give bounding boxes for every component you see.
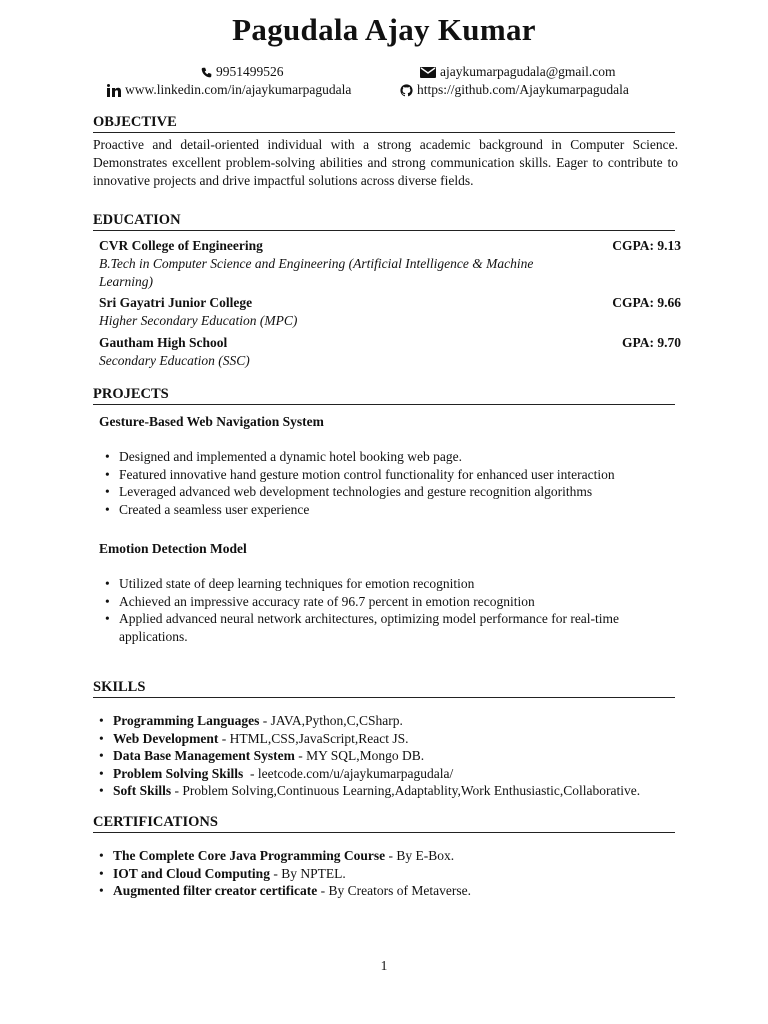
envelope-icon (420, 67, 436, 78)
phone-contact (201, 64, 284, 80)
institution-name: Sri Gayatri Junior College (99, 295, 253, 310)
skill-category: Web Development (113, 730, 219, 746)
grade-score: CGPA: 9.13 (612, 238, 681, 253)
list-item (99, 730, 719, 748)
skills-heading: SKILLS (93, 679, 675, 698)
phone-number: 9951499526 (216, 64, 284, 79)
degree-description: B.Tech in Computer Science and Engineering (Artificial Intelligence & Machine Learning) (99, 256, 534, 289)
projects-heading: PROJECTS (93, 386, 675, 405)
separator: - (269, 865, 282, 881)
separator: - (243, 765, 258, 781)
skill-values: MY SQL,Mongo DB. (306, 748, 425, 764)
list-item: • Designed and implemented a dynamic hotel booking web page. (105, 448, 685, 466)
certificate-issuer: By NPTEL. (281, 865, 346, 881)
linkedin-url[interactable]: www.linkedin.com/in/ajaykumarpagudala (125, 82, 352, 97)
degree-description: Higher Secondary Education (MPC) (99, 313, 298, 328)
github-url[interactable]: https://github.com/Ajaykumarpagudala (417, 82, 629, 97)
skill-category: Data Base Management System (113, 748, 295, 764)
list-item: • Utilized state of deep learning techniques for emotion recognition (105, 575, 685, 593)
list-item (99, 747, 719, 765)
skill-values: Problem Solving,Continuous Learning,Adaptablity,Work Enthusiastic,Collaborative. (182, 783, 641, 799)
github-icon (400, 84, 413, 97)
objective-heading: OBJECTIVE (93, 114, 675, 133)
list-item: • Created a seamless user experience (105, 501, 685, 519)
certifications-heading: CERTIFICATIONS (93, 814, 675, 833)
degree-description: Secondary Education (SSC) (99, 353, 250, 368)
skills-list (99, 712, 719, 800)
education-entry (99, 294, 681, 330)
page-number: 1 (380, 958, 388, 973)
github-contact[interactable] (400, 82, 629, 98)
phone-icon (201, 67, 212, 78)
grade-score: CGPA: 9.66 (612, 295, 681, 310)
list-item (99, 847, 699, 865)
separator: - (171, 783, 183, 799)
separator: - (317, 883, 329, 899)
certificate-issuer: By E-Box. (396, 848, 455, 863)
candidate-name: Pagudala Ajay Kumar (232, 12, 536, 47)
skill-values: leetcode.com/u/ajaykumarpagudala/ (257, 765, 454, 781)
education-entry (99, 334, 681, 370)
institution-name: CVR College of Engineering (99, 238, 263, 253)
separator: - (385, 848, 397, 863)
separator: - (259, 713, 271, 728)
skill-category: Problem Solving Skills (113, 765, 244, 781)
certificate-name: The Complete Core Java Programming Course (113, 848, 386, 863)
skill-values: JAVA,Python,C,CSharp. (270, 713, 403, 728)
list-item: • Leveraged advanced web development technologies and gesture recognition algorithms (105, 483, 685, 501)
list-item (99, 765, 719, 783)
certificate-issuer: By Creators of Metaverse. (328, 883, 471, 899)
list-item: • Featured innovative hand gesture motion control functionality for enhanced user interaction (105, 466, 685, 484)
list-item (99, 712, 719, 730)
separator: - (218, 730, 230, 746)
education-entry (99, 237, 681, 291)
list-item (99, 865, 699, 883)
list-item (99, 782, 719, 800)
list-item: • Achieved an impressive accuracy rate of 96.7 percent in emotion recognition (105, 593, 685, 611)
skill-values: HTML,CSS,JavaScript,React JS. (229, 730, 409, 746)
project-bullets (105, 575, 685, 645)
certificate-name: Augmented filter creator certificate (113, 883, 318, 899)
grade-score: GPA: 9.70 (622, 335, 681, 350)
skill-category: Programming Languages (113, 713, 260, 728)
skill-category: Soft Skills (113, 783, 172, 799)
email-address[interactable]: ajaykumarpagudala@gmail.com (440, 64, 616, 79)
objective-text: Proactive and detail-oriented individual with a strong academic background in Computer Science. Demonstrates excellent problem-solving abilities and strong communication skills. Eager to contribute to innovative projects and drive impactful solutions across diverse fields. (93, 137, 678, 188)
linkedin-contact[interactable] (107, 82, 351, 98)
list-item: • Applied advanced neural network architectures, optimizing model performance for real-time applications. (105, 610, 685, 645)
project-bullets (105, 448, 685, 518)
certificate-name: IOT and Cloud Computing (113, 865, 270, 881)
certifications-list (99, 847, 699, 900)
email-contact[interactable] (420, 64, 616, 80)
project-title: Emotion Detection Model (99, 541, 247, 556)
separator: - (294, 748, 307, 764)
project-title: Gesture-Based Web Navigation System (99, 414, 324, 429)
linkedin-icon (107, 84, 121, 97)
list-item (99, 882, 699, 900)
institution-name: Gautham High School (99, 335, 228, 350)
education-heading: EDUCATION (93, 212, 675, 231)
